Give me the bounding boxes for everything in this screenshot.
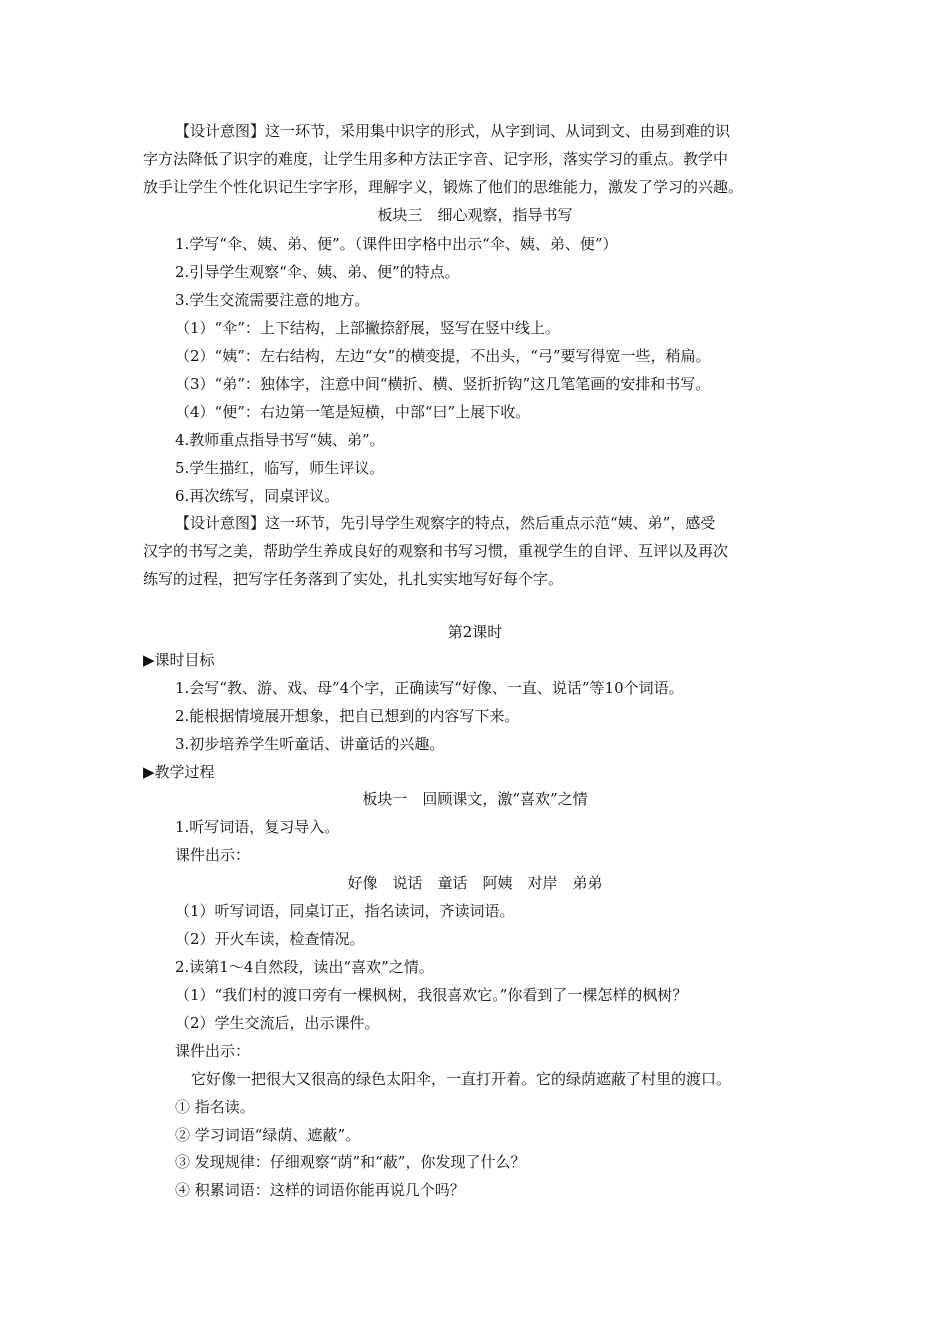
goal-line: 1.会写“教、游、戏、母”4个字，正确读写“好像、一直、说话”等10个词语。 (175, 679, 684, 697)
goal-line: 2.能根据情境展开想象，把自已想到的内容写下来。 (175, 707, 520, 725)
block1-line: （1）听写词语，同桌订正，指名读词，齐读词语。 (175, 902, 515, 920)
courseware-quote: 它好像一把很大又很高的绿色太阳伞，一直打开着。它的绿荫遮蔽了村里的渡口。 (191, 1070, 732, 1088)
block1-line: （2）开火车读，检查情况。 (175, 930, 365, 948)
section-heading-block-1: 板块一 回顾课文，激“喜欢”之情 (362, 790, 588, 808)
step-line: 3.学生交流需要注意的地方。 (175, 291, 370, 309)
block1-line: ③ 发现规律：仔细观察“荫”和“蔽”，你发现了什么？ (175, 1153, 526, 1171)
step-line: 1.学写“伞、姨、弟、便”。（课件田字格中出示“伞、姨、弟、便”） (175, 235, 618, 253)
block1-line: 课件出示： (175, 1042, 251, 1060)
block1-line: （1）“我们村的渡口旁有一棵枫树，我很喜欢它。”你看到了一棵怎样的枫树？ (175, 986, 688, 1004)
block1-line: ① 指名读。 (175, 1098, 255, 1116)
step-line: 2.引导学生观察“伞、姨、弟、便”的特点。 (175, 263, 460, 281)
design-intent-1-line-3: 放手让学生个性化识记生字字形，理解字义，锻炼了他们的思维能力，激发了学习的兴趣。 (143, 178, 744, 196)
step-line: 4.教师重点指导书写“姨、弟”。 (175, 431, 385, 449)
step-line: 6.再次练写，同桌评议。 (175, 487, 340, 505)
block1-line: 课件出示： (175, 846, 251, 864)
block1-line: 2.读第1～4自然段，读出“喜欢”之情。 (175, 958, 434, 976)
process-heading: ▶教学过程 (143, 763, 215, 781)
design-intent-2-line-2: 汉字的书写之美，帮助学生养成良好的观察和书写习惯，重视学生的自评、互评以及再次 (143, 542, 729, 560)
lesson-title: 第2课时 (447, 623, 503, 641)
step-line: （2）“姨”：左右结构，左边“女”的横变提，不出头，“弓”要写得宽一些，稍扁。 (175, 347, 711, 365)
design-intent-1-line-1: 【设计意图】这一环节，采用集中识字的形式，从字到词、从词到文、由易到难的识 (175, 122, 731, 140)
vocabulary-list: 好像 说话 童话 阿姨 对岸 弟弟 (347, 874, 603, 892)
design-intent-2-line-3: 练写的过程，把写字任务落到了实处，扎扎实实地写好每个字。 (143, 570, 564, 588)
goal-line: 3.初步培养学生听童话、讲童话的兴趣。 (175, 735, 445, 753)
goals-heading: ▶课时目标 (143, 651, 215, 669)
block1-line: ④ 积累词语：这样的词语你能再说几个吗？ (175, 1181, 465, 1199)
step-line: （3）“弟”：独体字，注意中间“横折、横、竖折折钩”这几笔笔画的安排和书写。 (175, 375, 711, 393)
design-intent-1-line-2: 字方法降低了识字的难度，让学生用多种方法正字音、记字形，落实学习的重点。教学中 (143, 150, 729, 168)
block1-line: ② 学习词语“绿荫、遮蔽”。 (175, 1126, 361, 1144)
block1-line: （2）学生交流后，出示课件。 (175, 1014, 380, 1032)
block1-line: 1.听写词语，复习导入。 (175, 818, 340, 836)
step-line: （1）“伞”：上下结构，上部撇捺舒展，竖写在竖中线上。 (175, 319, 560, 337)
step-line: （4）“便”：右边第一笔是短横，中部“曰”上展下收。 (175, 403, 531, 421)
section-heading-block-3: 板块三 细心观察，指导书写 (377, 206, 573, 224)
step-line: 5.学生描红，临写，师生评议。 (175, 459, 385, 477)
design-intent-2-line-1: 【设计意图】这一环节，先引导学生观察字的特点，然后重点示范“姨、弟”，感受 (175, 514, 716, 532)
